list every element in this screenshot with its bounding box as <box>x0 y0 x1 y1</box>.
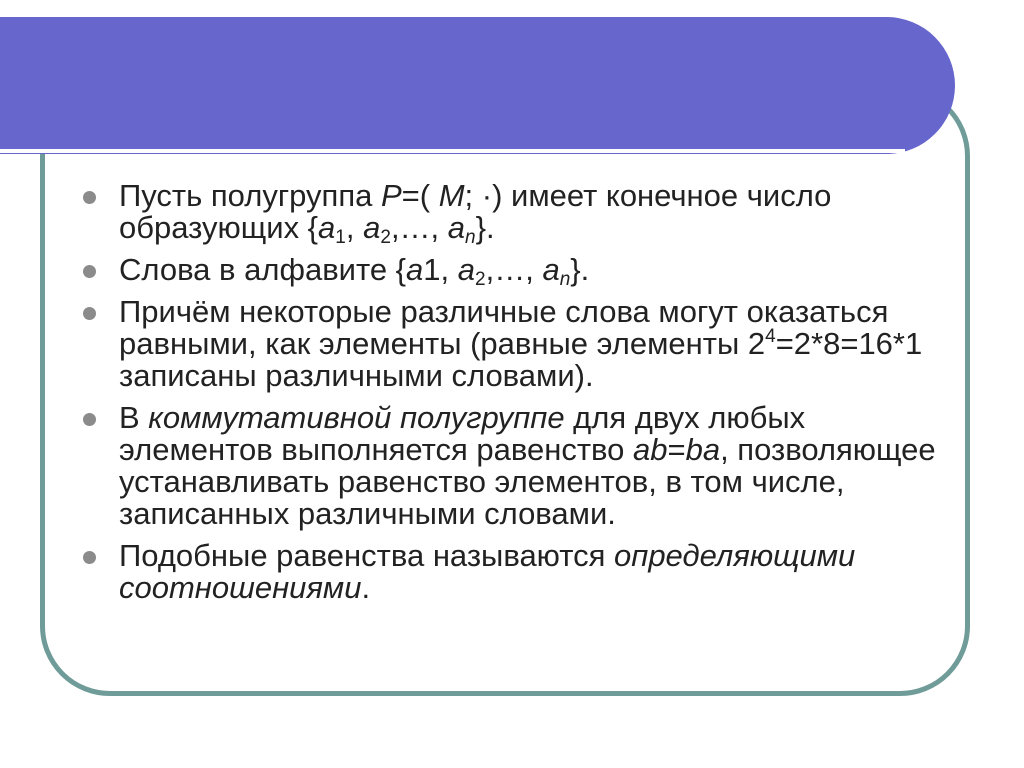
bullet-item-1 <box>80 178 950 248</box>
title-bar-underline <box>0 149 905 153</box>
math-var-a: a <box>457 252 476 287</box>
math-var-a: a <box>447 210 466 245</box>
math-var-n: n <box>559 269 571 290</box>
text-segment: В <box>119 400 149 435</box>
text-segment: =( <box>401 178 439 213</box>
math-expr-ba: ba <box>685 432 721 467</box>
subscript-n <box>560 269 571 290</box>
bullet-item-5 <box>80 540 950 604</box>
bullet-item-2 <box>80 252 950 290</box>
bullet-dot-icon <box>83 551 96 564</box>
subscript: 2 <box>380 227 391 248</box>
text-segment: }. <box>475 210 495 245</box>
bullet-dot-icon <box>83 265 96 278</box>
bullet-list <box>80 180 950 614</box>
text-segment: ,…, <box>485 252 543 287</box>
text-segment: Причём некоторые различные слова могут оказаться равными, как элементы (равные элементы 2 <box>119 294 889 361</box>
subscript-n <box>465 227 476 248</box>
text-segment: Пусть полугруппа <box>119 178 381 213</box>
emphasis-term: определяющими соотношениями <box>119 538 856 605</box>
text-segment: Слова в алфавите { <box>119 252 407 287</box>
text-segment: ; ·) имеет конечное число образующих { <box>119 178 832 245</box>
text-segment: , <box>345 210 364 245</box>
bullet-item-3 <box>80 296 950 392</box>
text-segment: =2*8=16*1 записаны различными словами). <box>119 326 923 393</box>
superscript: 4 <box>765 326 776 347</box>
math-var-a: a <box>542 252 560 287</box>
emphasis-term: коммутативной полугруппе <box>148 400 565 435</box>
text-segment: , позволяющее устанавливать равенство элементов, в том числе, записанных различными словами. <box>119 432 936 531</box>
math-var-m: M <box>438 178 465 213</box>
title-bar <box>0 17 955 154</box>
text-segment: для двух любых элементов выполняется равенство <box>119 400 806 467</box>
text-segment: Подобные равенства называются <box>119 538 615 573</box>
text-segment: . <box>361 570 371 605</box>
bullet-dot-icon <box>83 191 96 204</box>
math-expr-ab: ab <box>633 432 668 467</box>
math-var-p: P <box>380 178 402 213</box>
bullet-dot-icon <box>83 307 96 320</box>
text-segment: ,…, <box>390 210 448 245</box>
math-equals: = <box>667 432 686 467</box>
math-var-a: a <box>406 252 424 287</box>
bullet-dot-icon <box>83 413 96 426</box>
text-segment: 1, <box>423 252 458 287</box>
subscript: 2 <box>475 269 486 290</box>
bullet-item-4 <box>80 402 950 530</box>
math-var-a: a <box>363 210 381 245</box>
text-segment: }. <box>570 252 590 287</box>
math-var-a: a <box>318 210 336 245</box>
subscript: 1 <box>335 227 346 248</box>
math-var-n: n <box>465 227 476 248</box>
